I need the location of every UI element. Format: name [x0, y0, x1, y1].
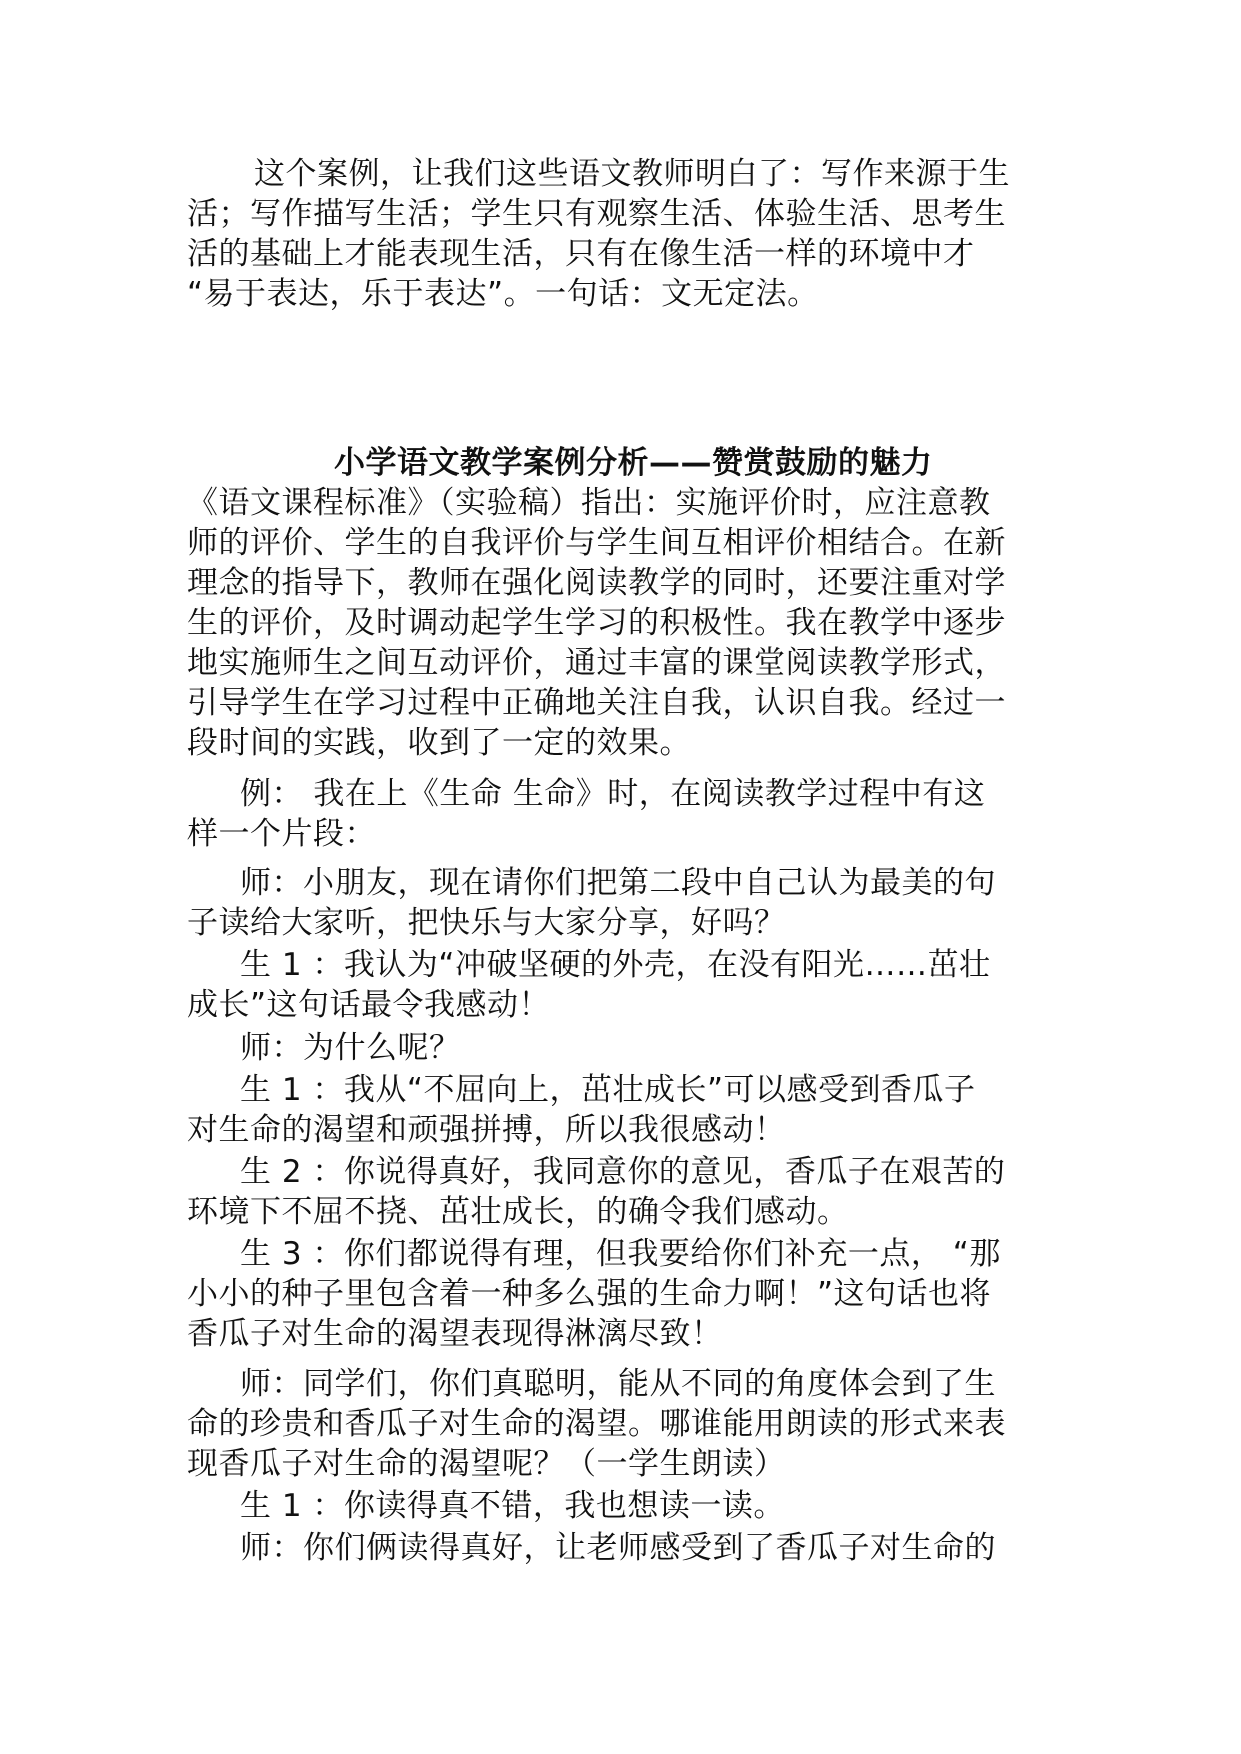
text-line: 生的评价，及时调动起学生学习的积极性。我在教学中逐步 — [187, 605, 1006, 641]
text-line: 现香瓜子对生命的渴望呢？（一学生朗读） — [187, 1446, 786, 1482]
text-line: 成长”这句话最令我感动！ — [187, 987, 551, 1023]
text-line: 香瓜子对生命的渴望表现得淋漓尽致！ — [187, 1316, 723, 1352]
text-line: 地实施师生之间互动评价，通过丰富的课堂阅读教学形式， — [187, 645, 1006, 681]
text-line: 师：你们俩读得真好，让老师感受到了香瓜子对生命的 — [240, 1530, 996, 1566]
text-line: “易于表达，乐于表达”。一句话：文无定法。 — [187, 276, 819, 312]
text-line: 样一个片段： — [187, 816, 376, 852]
text-line: 活；写作描写生活；学生只有观察生活、体验生活、思考生 — [187, 196, 1006, 232]
text-line: 例： 我在上《生命 生命》时，在阅读教学过程中有这 — [240, 776, 986, 812]
text-line: 小小的种子里包含着一种多么强的生命力啊！”这句话也将 — [187, 1276, 992, 1312]
text-line: 《语文课程标准》（实验稿）指出：实施评价时，应注意教 — [187, 485, 991, 521]
text-line: 理念的指导下，教师在强化阅读教学的同时，还要注重对学 — [187, 565, 1006, 601]
text-line: 生 3 ：你们都说得有理，但我要给你们补充一点， “那 — [240, 1236, 1001, 1272]
text-line: 命的珍贵和香瓜子对生命的渴望。哪谁能用朗读的形式来表 — [187, 1406, 1006, 1442]
text-line: 生 1 ：你读得真不错，我也想读一读。 — [240, 1488, 785, 1524]
text-line: 师的评价、学生的自我评价与学生间互相评价相结合。在新 — [187, 525, 1006, 561]
text-line: 子读给大家听，把快乐与大家分享，好吗？ — [187, 905, 786, 941]
text-line: 师：为什么呢？ — [240, 1030, 461, 1066]
article-title: 小学语文教学案例分析——赞赏鼓励的魅力 — [334, 445, 933, 481]
text-line: 段时间的实践，收到了一定的效果。 — [187, 725, 691, 761]
text-line: 对生命的渴望和顽强拼搏，所以我很感动！ — [187, 1112, 786, 1148]
text-line: 生 1 ：我从“不屈向上，茁壮成长”可以感受到香瓜子 — [240, 1072, 976, 1108]
text-line: 活的基础上才能表现生活，只有在像生活一样的环境中才 — [187, 236, 975, 272]
text-line: 生 1 ：我认为“冲破坚硬的外壳，在没有阳光……茁壮 — [240, 947, 991, 983]
text-line: 师：小朋友，现在请你们把第二段中自己认为最美的句 — [240, 865, 996, 901]
text-line: 引导学生在学习过程中正确地关注自我，认识自我。经过一 — [187, 685, 1006, 721]
text-line: 生 2 ：你说得真好，我同意你的意见，香瓜子在艰苦的 — [240, 1154, 1006, 1190]
text-line: 这个案例，让我们这些语文教师明白了：写作来源于生 — [254, 156, 1010, 192]
text-line: 环境下不屈不挠、茁壮成长，的确令我们感动。 — [187, 1194, 849, 1230]
text-line: 师：同学们，你们真聪明，能从不同的角度体会到了生 — [240, 1366, 996, 1402]
